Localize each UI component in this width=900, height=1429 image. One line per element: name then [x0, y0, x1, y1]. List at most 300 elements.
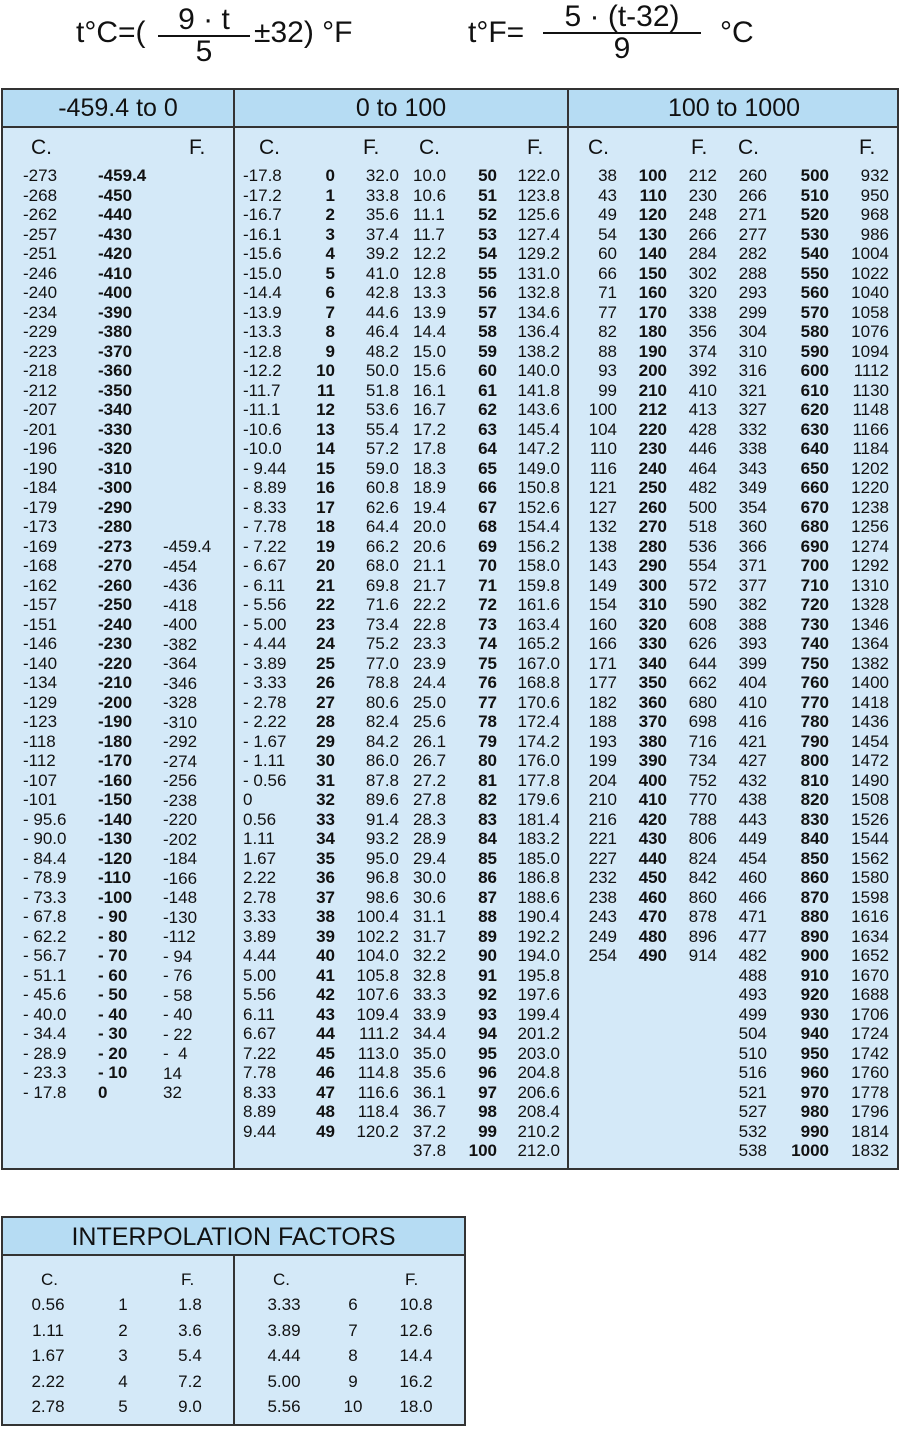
table-cell: 93 — [478, 1004, 497, 1024]
table-cell: 527 — [738, 1102, 767, 1121]
table-cell: 1508 — [851, 790, 889, 809]
table-cell: 177.8 — [517, 770, 560, 790]
table-cell: 82 — [478, 790, 497, 809]
table-cell: 650 — [800, 458, 829, 478]
table-cell: 10.0 — [413, 166, 447, 185]
table-cell: 54 — [478, 244, 497, 263]
table-cell: 290 — [638, 556, 667, 575]
table-cell: 129.2 — [517, 244, 560, 263]
table-cell: 6.11 — [243, 1004, 275, 1024]
table-cell: 91.4 — [365, 809, 399, 829]
table-cell: 610 — [800, 380, 829, 400]
table-cell: 25.6 — [413, 712, 447, 731]
table-cell: 120 — [638, 205, 667, 224]
table-cell: 208.4 — [517, 1102, 560, 1121]
table-cell: -440 — [98, 205, 133, 224]
table-cell: 2.78 — [243, 887, 277, 907]
table-cell: 37 — [316, 887, 335, 907]
table-cell: 109.4 — [356, 1004, 399, 1024]
table-cell: -436 — [163, 576, 198, 595]
table-cell: 181.4 — [517, 809, 560, 829]
table-cell: 61 — [478, 380, 497, 400]
table-cell: 39 — [316, 926, 335, 946]
table-cell: 10 — [316, 361, 335, 380]
table-cell: 393 — [738, 634, 767, 653]
table-cell: 730 — [800, 614, 829, 634]
table-cell: 428 — [688, 419, 717, 439]
table-cell: 380 — [638, 731, 667, 751]
table-cell: 34 — [316, 829, 335, 848]
table-cell: 138.2 — [517, 341, 560, 361]
table-cell: 62 — [478, 400, 497, 419]
table-cell: 1760 — [851, 1063, 889, 1082]
table-cell: 4 — [325, 244, 335, 263]
header-range-0-100: 0 to 100 — [355, 94, 447, 122]
table-cell: 35.6 — [413, 1063, 447, 1082]
table-cell: - 1.11 — [243, 751, 286, 770]
table-cell: -459.4 — [98, 166, 147, 185]
table-cell: 37.2 — [413, 1121, 447, 1141]
table-cell: 32 — [163, 1083, 182, 1102]
table-cell: 38 — [598, 166, 617, 185]
table-cell: 480 — [638, 926, 667, 946]
table-cell: 990 — [800, 1121, 829, 1141]
table-cell: 1472 — [851, 751, 889, 770]
table-cell: 5.4 — [178, 1346, 202, 1365]
table-cell: 350 — [638, 673, 667, 692]
table-cell: 16 — [316, 478, 335, 497]
table-cell: 488 — [738, 965, 767, 985]
table-cell: 554 — [688, 556, 717, 575]
table-cell: 890 — [800, 926, 829, 946]
section2-c2-header: C. — [419, 136, 440, 159]
table-cell: 1.8 — [178, 1295, 202, 1314]
table-cell: 34.4 — [413, 1024, 447, 1043]
section3-c-header: C. — [588, 136, 609, 159]
table-cell: 161.6 — [517, 595, 560, 614]
table-cell: 13.3 — [413, 283, 447, 302]
table-cell: 72 — [478, 595, 497, 614]
table-cell: 100.4 — [356, 907, 399, 926]
table-cell: - 7.78 — [243, 517, 287, 536]
table-cell: 282 — [738, 244, 767, 263]
table-cell: -364 — [163, 654, 198, 673]
table-cell: 30.6 — [413, 887, 447, 907]
table-cell: 21.1 — [413, 556, 447, 575]
table-cell: 3 — [118, 1346, 128, 1365]
table-cell: 140.0 — [517, 361, 560, 380]
table-cell: 420 — [638, 809, 667, 829]
table-cell: 77 — [478, 692, 497, 712]
table-cell: 3.89 — [243, 926, 277, 946]
table-cell: 48.2 — [365, 341, 399, 361]
table-cell: 438 — [738, 790, 767, 809]
table-cell: -350 — [98, 380, 133, 400]
table-cell: 227 — [588, 848, 617, 868]
table-cell: 1652 — [851, 946, 889, 965]
table-cell: 159.8 — [517, 575, 560, 595]
table-cell: - 7.22 — [243, 536, 287, 556]
table-cell: -179 — [23, 497, 58, 517]
table-cell: 51.8 — [365, 380, 399, 400]
table-cell: 1778 — [851, 1082, 889, 1102]
table-cell: - 17.8 — [23, 1082, 67, 1102]
table-cell: 243 — [588, 907, 617, 926]
table-cell: 50 — [478, 166, 497, 185]
table-cell: -320 — [98, 439, 133, 458]
table-cell: 199.4 — [517, 1004, 560, 1024]
table-cell: 716 — [688, 731, 717, 751]
table-cell: - 20 — [98, 1043, 128, 1063]
table-cell: 14 — [316, 439, 335, 458]
table-cell: 930 — [800, 1004, 829, 1024]
table-cell: 71.6 — [365, 595, 399, 614]
table-cell: 399 — [738, 653, 767, 673]
table-cell: 910 — [800, 965, 829, 985]
table-cell: 71 — [478, 575, 497, 595]
table-cell: -14.4 — [243, 283, 282, 302]
table-cell: 60 — [478, 361, 497, 380]
table-cell: -280 — [98, 517, 133, 536]
section1-celsius-column — [23, 166, 93, 1102]
table-cell: 41.0 — [365, 263, 399, 283]
table-cell: 33.8 — [365, 185, 399, 205]
table-cell: -418 — [163, 595, 198, 615]
table-cell: 443 — [738, 809, 767, 829]
table-cell: 195.8 — [517, 965, 560, 985]
table-cell: 500 — [688, 497, 717, 517]
table-cell: - 80 — [98, 926, 128, 946]
table-cell: 44 — [316, 1024, 335, 1043]
section1-fahrenheit-column — [163, 537, 229, 1103]
table-cell: 82 — [598, 322, 617, 341]
table-cell: 174.2 — [517, 731, 560, 751]
header-range-negative: -459.4 to 0 — [58, 94, 178, 122]
table-cell: 266 — [738, 185, 767, 205]
table-cell: -129 — [23, 692, 58, 712]
table-cell: -310 — [98, 458, 133, 478]
table-cell: 111.2 — [358, 1024, 399, 1043]
table-cell: 1796 — [851, 1102, 889, 1121]
table-cell: 22.2 — [413, 595, 447, 614]
table-cell: 521 — [738, 1082, 767, 1102]
table-cell: 254 — [588, 946, 617, 965]
table-cell: 49 — [598, 205, 617, 224]
table-cell: 2.22 — [243, 868, 277, 887]
table-cell: 98 — [478, 1102, 497, 1121]
table-cell: -200 — [98, 692, 133, 712]
table-cell: 1616 — [851, 907, 889, 926]
table-cell: 26.7 — [413, 751, 447, 770]
table-cell: 22 — [316, 595, 335, 614]
table-cell: 968 — [860, 205, 889, 224]
table-cell: 698 — [688, 712, 717, 731]
column-divider — [567, 90, 569, 1168]
table-cell: 130 — [638, 224, 667, 244]
table-cell: 950 — [860, 185, 889, 205]
table-cell: -250 — [98, 595, 133, 614]
table-cell: 550 — [800, 263, 829, 283]
table-cell: - 40 — [98, 1004, 128, 1024]
table-cell: 87.8 — [365, 770, 399, 790]
table-cell: 1634 — [851, 926, 889, 946]
table-cell: 194.0 — [517, 946, 560, 965]
table-cell: 20 — [316, 556, 335, 575]
section3-fahrenheit-column — [673, 166, 717, 966]
table-cell: 63 — [478, 419, 497, 439]
table-cell: 15.6 — [413, 361, 447, 380]
table-cell: 450 — [638, 868, 667, 887]
table-cell: 1400 — [851, 673, 889, 692]
table-cell: 53.6 — [365, 400, 399, 419]
table-cell: 1.11 — [32, 1320, 64, 1340]
table-cell: 140 — [638, 244, 667, 263]
table-cell: 1220 — [851, 478, 889, 497]
table-cell: 540 — [800, 244, 829, 263]
table-cell: -184 — [23, 478, 58, 497]
table-cell: - 34.4 — [23, 1024, 67, 1043]
table-cell: 212 — [688, 166, 717, 185]
table-cell: 212 — [638, 400, 667, 419]
table-cell: 9 — [348, 1371, 358, 1391]
table-cell: 204 — [588, 770, 617, 790]
section2-f2-header: F. — [527, 136, 544, 159]
table-cell: - 3.89 — [243, 653, 287, 673]
table-cell: 530 — [800, 224, 829, 244]
table-cell: 11.1 — [413, 205, 445, 224]
table-cell: - 28.9 — [23, 1043, 67, 1063]
table-cell: 55 — [478, 263, 497, 283]
table-cell: 97 — [478, 1082, 497, 1102]
table-cell: 28.9 — [413, 829, 447, 848]
table-cell: 15 — [316, 458, 335, 478]
table-cell: 806 — [688, 829, 717, 848]
table-cell: 250 — [638, 478, 667, 497]
table-cell: 400 — [638, 770, 667, 790]
table-cell: 1562 — [851, 848, 889, 868]
table-cell: 210 — [588, 790, 617, 809]
table-cell: 310 — [738, 341, 767, 361]
section2-fahrenheit-column — [343, 166, 399, 1141]
table-cell: 59.0 — [365, 458, 399, 478]
table-cell: 120.2 — [356, 1121, 399, 1141]
table-cell: 760 — [800, 673, 829, 692]
table-cell: 1022 — [851, 263, 889, 283]
table-cell: -382 — [163, 634, 198, 654]
table-cell: 343 — [738, 458, 767, 478]
table-cell: -10.6 — [243, 419, 282, 439]
table-cell: - 94 — [163, 946, 193, 966]
table-cell: 2.78 — [31, 1397, 65, 1416]
table-cell: 80 — [478, 751, 497, 770]
table-cell: 232 — [588, 868, 617, 887]
table-cell: 896 — [688, 926, 717, 946]
table-cell: 820 — [800, 790, 829, 809]
table-cell: 183.2 — [517, 829, 560, 848]
table-cell: 860 — [800, 868, 829, 887]
table-cell: -12.2 — [243, 361, 282, 380]
table-cell: 134.6 — [517, 302, 560, 322]
table-cell: 23.3 — [413, 634, 447, 653]
table-cell: 105.8 — [356, 965, 399, 985]
table-cell: -184 — [163, 849, 198, 868]
table-cell: 179.6 — [517, 790, 560, 809]
table-cell: 221 — [588, 829, 617, 848]
table-cell: -274 — [163, 751, 198, 771]
table-cell: 29 — [316, 731, 335, 751]
table-cell: 770 — [800, 692, 829, 712]
table-cell: 1688 — [851, 985, 889, 1004]
interp-left-celsius-column — [23, 1292, 73, 1420]
table-cell: 113.0 — [357, 1043, 399, 1063]
table-cell: 1382 — [851, 653, 889, 673]
table-cell: 271 — [738, 205, 767, 224]
table-cell: 66 — [598, 263, 617, 283]
table-cell: 0 — [98, 1082, 108, 1102]
table-cell: 1040 — [851, 283, 889, 302]
table-cell: 1058 — [851, 302, 889, 322]
table-cell: 121 — [588, 478, 617, 497]
table-cell: 6 — [348, 1295, 358, 1314]
table-cell: 600 — [800, 361, 829, 380]
table-cell: 96.8 — [365, 868, 399, 887]
table-cell: 95 — [478, 1043, 497, 1063]
table-cell: 14.4 — [413, 322, 447, 341]
table-cell: 16.1 — [413, 380, 447, 400]
table-cell: 830 — [800, 809, 829, 829]
table-cell: 89 — [478, 926, 497, 946]
table-cell: 210.2 — [517, 1121, 560, 1141]
table-cell: 590 — [800, 341, 829, 361]
table-cell: 752 — [688, 770, 717, 790]
table-cell: 2 — [118, 1320, 128, 1340]
table-cell: 1 — [325, 185, 335, 205]
table-cell: 190 — [638, 341, 667, 361]
section3-temperature-column — [625, 166, 667, 966]
table-cell: - 67.8 — [23, 907, 67, 926]
interpolation-factors-table — [1, 1216, 466, 1426]
table-cell: 100 — [638, 166, 667, 185]
table-cell: 5.56 — [243, 985, 277, 1004]
table-cell: 38 — [316, 907, 335, 926]
table-cell: 136.4 — [517, 322, 560, 341]
interp-left-factor-column — [108, 1292, 138, 1420]
table-cell: 93.2 — [365, 829, 399, 848]
table-cell: - 6.11 — [243, 575, 286, 595]
table-cell: 1418 — [851, 692, 889, 712]
table-cell: 220 — [638, 419, 667, 439]
table-cell: - 8.89 — [243, 478, 287, 497]
table-cell: 201.2 — [517, 1024, 560, 1043]
table-cell: -11.1 — [243, 400, 281, 419]
table-cell: - 30 — [98, 1024, 128, 1043]
table-cell: 11.7 — [413, 224, 445, 244]
table-cell: 299 — [738, 302, 767, 322]
f-formula-fraction — [543, 2, 701, 64]
table-cell: 31.7 — [413, 926, 447, 946]
table-cell: 171 — [588, 653, 617, 673]
table-cell: 302 — [688, 263, 717, 283]
table-cell: 168.8 — [517, 673, 560, 692]
table-cell: 360 — [638, 692, 667, 712]
table-cell: 1076 — [851, 322, 889, 341]
table-cell: 66.2 — [365, 536, 399, 556]
table-cell: 4.44 — [243, 946, 277, 965]
table-cell: 154.4 — [517, 517, 560, 536]
table-cell: 1274 — [851, 536, 889, 556]
table-cell: -260 — [98, 575, 133, 595]
table-cell: 10 — [343, 1397, 363, 1416]
table-cell: 92 — [478, 985, 497, 1004]
table-cell: -160 — [98, 770, 133, 790]
table-cell: 69 — [478, 536, 497, 556]
table-cell: - 95.6 — [23, 809, 67, 829]
table-cell: 84.2 — [365, 731, 399, 751]
table-cell: 1094 — [851, 341, 889, 361]
table-cell: 67 — [478, 497, 497, 517]
table-cell: 107.6 — [356, 985, 399, 1004]
table-cell: 1292 — [851, 556, 889, 575]
table-cell: 1112 — [853, 361, 889, 380]
table-cell: 0.56 — [243, 809, 277, 829]
table-cell: 145.4 — [517, 419, 560, 439]
table-cell: 6 — [325, 283, 335, 302]
table-cell: -220 — [98, 653, 133, 673]
table-cell: 1004 — [851, 244, 889, 263]
table-cell: 70 — [478, 556, 497, 575]
table-cell: 3.89 — [267, 1320, 301, 1340]
table-cell: 870 — [800, 887, 829, 907]
table-cell: 0 — [325, 166, 335, 185]
table-cell: 460 — [738, 868, 767, 887]
table-cell: -168 — [23, 556, 58, 575]
table-cell: 17.2 — [413, 419, 447, 439]
table-cell: 572 — [688, 575, 717, 595]
table-cell: -140 — [98, 809, 133, 829]
table-cell: 60.8 — [365, 478, 399, 497]
table-cell: 482 — [688, 478, 717, 497]
table-cell: 16.2 — [399, 1371, 433, 1391]
table-cell: -430 — [98, 224, 133, 244]
table-cell: 800 — [800, 751, 829, 770]
section2-f-header: F. — [363, 136, 380, 159]
table-cell: 516 — [738, 1063, 767, 1082]
table-cell: -380 — [98, 322, 133, 341]
section3-celsius2-column — [731, 166, 767, 1161]
table-cell: 410 — [688, 380, 717, 400]
table-cell: - 5.56 — [243, 595, 287, 614]
table-cell: 24.4 — [413, 673, 447, 692]
table-cell: 37.8 — [413, 1141, 447, 1160]
table-cell: 28 — [316, 712, 335, 731]
table-cell: 392 — [688, 361, 717, 380]
table-cell: -162 — [23, 575, 58, 595]
table-cell: 131.0 — [517, 263, 560, 283]
table-cell: - 70 — [98, 946, 128, 965]
table-cell: 5 — [325, 263, 335, 283]
table-cell: 310 — [638, 595, 667, 614]
table-cell: 490 — [638, 946, 667, 965]
table-cell: 288 — [738, 263, 767, 283]
table-cell: 788 — [688, 809, 717, 829]
table-cell: 349 — [738, 478, 767, 497]
table-cell: 75.2 — [365, 634, 399, 653]
table-cell: -12.8 — [243, 341, 282, 361]
section3-f2-header: F. — [859, 136, 876, 159]
c-formula-prefix: t°C=( — [76, 16, 146, 49]
c-formula-fraction — [158, 5, 250, 67]
column-divider — [233, 90, 235, 1168]
